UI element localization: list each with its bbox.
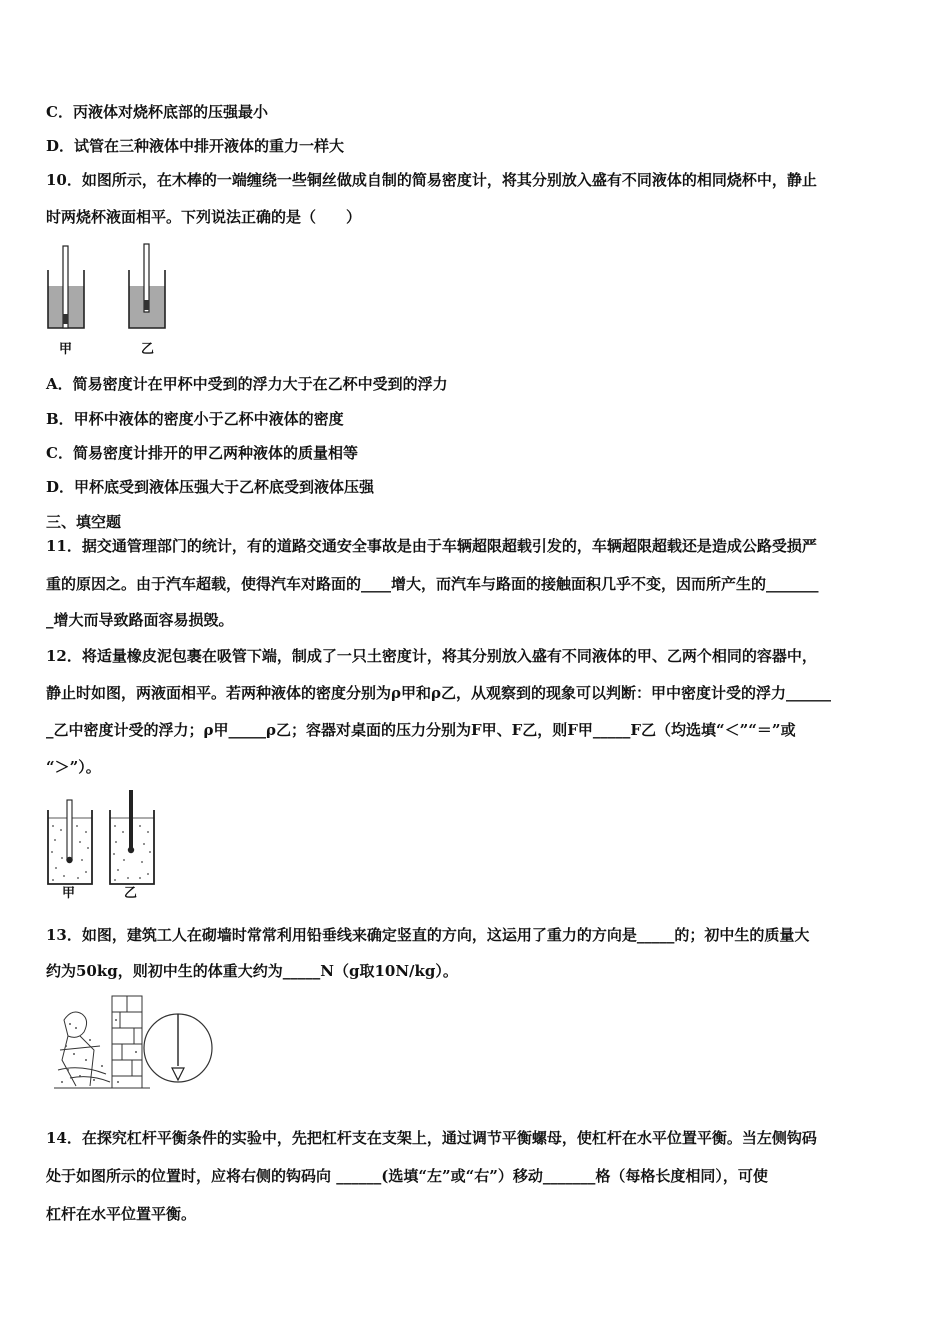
q12-stem-line2: 静止时如图，两液面相平。若两种液体的密度分别为ρ甲和ρ乙，从观察到的现象可以判断：甲中密度计受的浮力______ xyxy=(46,684,831,702)
q12-label-yi: 乙 xyxy=(124,886,138,901)
q10-option-c: C．简易密度计排开的甲乙两种液体的质量相等 xyxy=(46,444,358,462)
q10-option-d: D．甲杯底受到液体压强大于乙杯底受到液体压强 xyxy=(46,478,375,496)
q13-stem-line2: 约为50kg，则初中生的体重大约为_____N（g取10N/kg）。 xyxy=(46,962,458,980)
q10-figure-beakers xyxy=(40,242,190,362)
q13-figure-plumb-line xyxy=(50,990,220,1100)
q10-option-a: A．简易密度计在甲杯中受到的浮力大于在乙杯中受到的浮力 xyxy=(46,375,448,393)
q10-label-yi: 乙 xyxy=(141,342,155,357)
q12-figure-containers xyxy=(44,788,164,900)
container-a xyxy=(48,800,92,884)
q12-stem-line1: 12．将适量橡皮泥包裹在吸管下端，制成了一只土密度计，将其分别放入盛有不同液体的甲、乙两个相同的容器中， xyxy=(46,647,817,665)
q10-stem-line1: 10．如图所示，在木棒的一端缠绕一些铜丝做成自制的简易密度计，将其分别放入盛有不同液体的相同烧杯中，静止 xyxy=(46,171,817,189)
beaker-b xyxy=(129,244,165,328)
q12-stem-line4: “＞”）。 xyxy=(46,758,101,776)
q10-label-jia: 甲 xyxy=(59,342,73,357)
q9-option-d: D．试管在三种液体中排开液体的重力一样大 xyxy=(46,137,345,155)
container-b xyxy=(110,790,154,884)
plumb-bob-circle xyxy=(144,1014,212,1082)
q10-stem-line2: 时两烧杯液面相平。下列说法正确的是（ ） xyxy=(46,208,362,226)
worker-shading xyxy=(61,1019,137,1083)
q12-label-jia: 甲 xyxy=(62,886,76,901)
section-title-fill-in: 三、填空题 xyxy=(46,513,122,531)
q14-stem-line2: 处于如图所示的位置时，应将右侧的钩码向 ______(选填“左”或“右”）移动_______格（每格长度相同），可使 xyxy=(46,1167,768,1185)
beaker-a xyxy=(48,246,84,328)
q13-stem-line1: 13．如图，建筑工人在砌墙时常常利用铅垂线来确定竖直的方向，这运用了重力的方向是_____的；初中生的质量大 xyxy=(46,926,810,944)
q12-stem-line3: _乙中密度计受的浮力；ρ甲_____ρ乙；容器对桌面的压力分别为F甲、F乙，则F甲_____F乙（均选填“＜”“＝”或 xyxy=(46,721,796,739)
q14-stem-line1: 14．在探究杠杆平衡条件的实验中，先把杠杆支在支架上，通过调节平衡螺母，使杠杆在水平位置平衡。当左侧钩码 xyxy=(46,1129,817,1147)
q14-stem-line3: 杠杆在水平位置平衡。 xyxy=(46,1205,197,1223)
q10-option-b: B．甲杯中液体的密度小于乙杯中液体的密度 xyxy=(46,410,344,428)
q11-stem-line3: _增大而导致路面容易损毁。 xyxy=(46,611,234,629)
worker-sketch xyxy=(54,996,150,1088)
q9-option-c: C．丙液体对烧杯底部的压强最小 xyxy=(46,103,268,121)
q11-stem-line1: 11．据交通管理部门的统计，有的道路交通安全事故是由于车辆超限超载引发的，车辆超限超载还是造成公路受损严 xyxy=(46,537,817,555)
q11-stem-line2: 重的原因之。由于汽车超载，使得汽车对路面的____增大，而汽车与路面的接触面积几乎不变，因而所产生的_______ xyxy=(46,575,819,593)
